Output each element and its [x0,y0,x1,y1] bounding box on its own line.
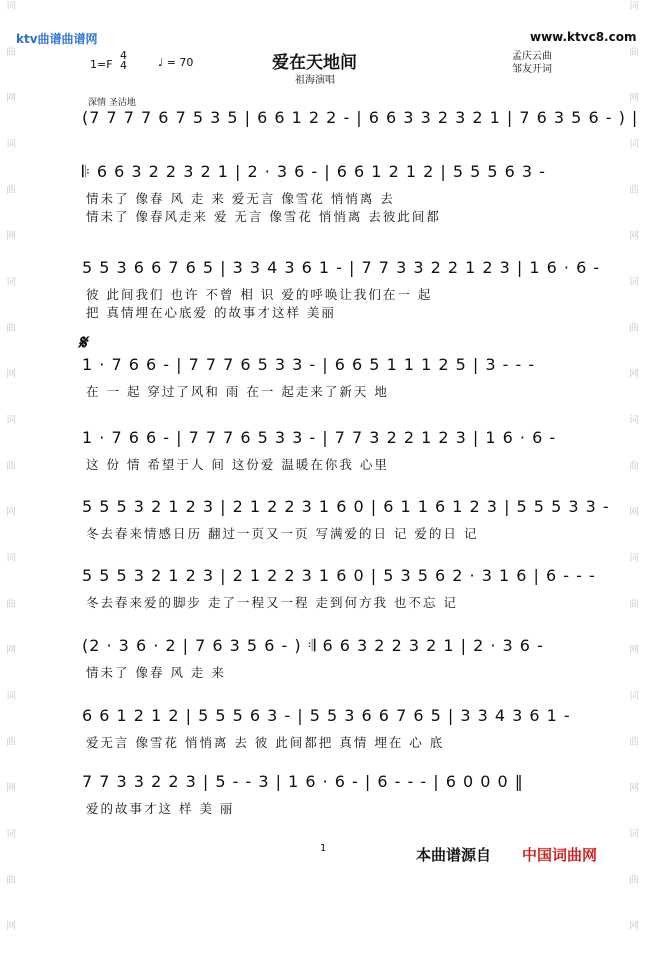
notation-row: 5 5 5 3 2 1 2 3 | 2 1 2 2 3 1 6 0 | 5 3 5 6 2 · 3 1 6 | 6 - - - [82,566,596,585]
watermark-glyph: 网 [629,783,639,794]
watermark-glyph: 词 [6,415,16,426]
watermark-glyph: 曲 [6,323,16,334]
watermark-glyph: 曲 [629,185,639,196]
tempo-value: = 70 [166,56,194,69]
source-label: 本曲谱源自 [416,846,492,864]
lyric-line: 冬去春来爱的脚步 走了一程又一程 走到何方我 也不忘 记 [86,595,458,610]
page-number: 1 [320,843,327,854]
watermark-glyph: 网 [629,369,639,380]
notation-row: 6 6 1 2 1 2 | 5 5 5 6 3 - | 5 5 3 6 6 7 6 5 | 3 3 4 3 6 1 - [82,706,571,725]
watermark-glyph: 词 [629,277,639,288]
watermark-glyph: 曲 [6,875,16,886]
watermark-glyph: 网 [6,645,16,656]
watermark-glyph: 曲 [6,47,16,58]
watermark-glyph: 曲 [629,737,639,748]
expression-marking: 深情 圣洁地 [88,98,136,108]
watermark-glyph: 网 [6,93,16,104]
site-brand-left[interactable]: ktv曲谱曲谱网 [16,32,98,46]
watermark-glyph: 词 [629,1,639,12]
watermark-glyph: 曲 [6,737,16,748]
time-signature-top: 4 [120,49,127,62]
lyric-line-second-verse: 情未了 像春风走来 爱 无言 像雪花 悄悄离 去彼此间都 [86,209,441,224]
watermark-glyph: 曲 [629,47,639,58]
notation-row: 𝄆 6 6 3 2 2 3 2 1 | 2 · 3 6 - | 6 6 1 2 1 2 | 5 5 5 6 3 - [82,162,546,181]
notation-row: 5 5 5 3 2 1 2 3 | 2 1 2 2 3 1 6 0 | 6 1 1 6 1 2 3 | 5 5 5 3 3 - [82,497,610,516]
lyric-line: 这 份 情 希望于人 间 这份爱 温暖在你我 心里 [86,457,389,472]
quarter-note-icon: ♩ [158,56,164,69]
lyric-line: 彼 此间我们 也许 不曾 相 识 爱的呼唤让我们在一 起 [86,287,433,302]
watermark-glyph: 曲 [629,875,639,886]
watermark-glyph: 词 [629,553,639,564]
watermark-glyph: 网 [6,231,16,242]
watermark-glyph: 词 [629,829,639,840]
site-url-right[interactable]: www.ktvc8.com [530,30,637,44]
notation-row: 7 7 3 3 2 2 3 | 5 - - 3 | 1 6 · 6 - | 6 - - - | 6 0 0 0 ‖ [82,772,524,791]
watermark-glyph: 曲 [629,461,639,472]
watermark-glyph: 词 [6,277,16,288]
watermark-glyph: 网 [629,231,639,242]
lyric-line: 情未了 像春 风 走 来 [86,665,226,680]
segno-icon: 𝄋 [78,330,87,354]
watermark-glyph: 词 [6,1,16,12]
watermark-glyph: 词 [6,553,16,564]
watermark-glyph: 词 [6,691,16,702]
watermark-glyph: 网 [629,921,639,932]
watermark-glyph: 词 [629,415,639,426]
watermark-glyph: 网 [629,645,639,656]
right-watermark-column [627,0,641,966]
key-signature: 1=F [90,58,113,71]
lyric-line: 冬去春来情感日历 翻过一页又一页 写满爱的日 记 爱的日 记 [86,526,479,541]
watermark-glyph: 词 [6,139,16,150]
watermark-glyph: 曲 [6,185,16,196]
credits-block [512,50,552,76]
lyric-line: 在 一 起 穿过了风和 雨 在一 起走来了新天 地 [86,384,389,399]
watermark-glyph: 曲 [629,323,639,334]
watermark-glyph: 词 [6,829,16,840]
song-title: 爱在天地间 [272,53,357,73]
watermark-glyph: 网 [629,507,639,518]
notation-row: 1 · 7 6 6 - | 7 7 7 6 5 3 3 - | 6 6 5 1 1 1 2 5 | 3 - - - [82,355,536,374]
lyricist-credit: 邹友开词 [512,64,552,75]
composer-credit: 孟庆云曲 [512,51,552,62]
tempo-marking [158,56,193,69]
notation-row: (7 7 7 7 6 7 5 3 5 | 6 6 1 2 2 - | 6 6 3 3 2 3 2 1 | 7 6 3 5 6 - ) | [82,108,639,127]
watermark-glyph: 网 [6,921,16,932]
watermark-glyph: 曲 [629,599,639,610]
left-watermark-column [4,0,18,966]
lyric-line: 爱无言 像雪花 悄悄离 去 彼 此间都把 真情 埋在 心 底 [86,735,445,750]
lyric-line-second-verse: 把 真情埋在心底爱 的故事才这样 美丽 [86,305,336,320]
watermark-glyph: 词 [629,691,639,702]
watermark-glyph: 网 [6,783,16,794]
time-signature-bottom: 4 [120,59,127,72]
watermark-glyph: 词 [629,139,639,150]
watermark-glyph: 网 [6,507,16,518]
singer-credit: 祖海演唱 [295,75,335,86]
watermark-glyph: 网 [6,369,16,380]
lyric-line: 爱的故事才这 样 美 丽 [86,801,235,816]
watermark-glyph: 曲 [6,599,16,610]
time-signature [120,51,127,71]
notation-row: 1 · 7 6 6 - | 7 7 7 6 5 3 3 - | 7 7 3 2 2 1 2 3 | 1 6 · 6 - [82,428,557,447]
watermark-glyph: 网 [629,93,639,104]
source-site-link[interactable]: 中国词曲网 [522,846,598,864]
notation-row: 5 5 3 6 6 7 6 5 | 3 3 4 3 6 1 - | 7 7 3 3 2 2 1 2 3 | 1 6 · 6 - [82,258,601,277]
notation-row: (2 · 3 6 · 2 | 7 6 3 5 6 - ) 𝄇 6 6 3 2 2 3 2 1 | 2 · 3 6 - [82,636,544,655]
watermark-glyph: 曲 [6,461,16,472]
lyric-line: 情未了 像春 风 走 来 爱无言 像雪花 悄悄离 去 [86,191,395,206]
